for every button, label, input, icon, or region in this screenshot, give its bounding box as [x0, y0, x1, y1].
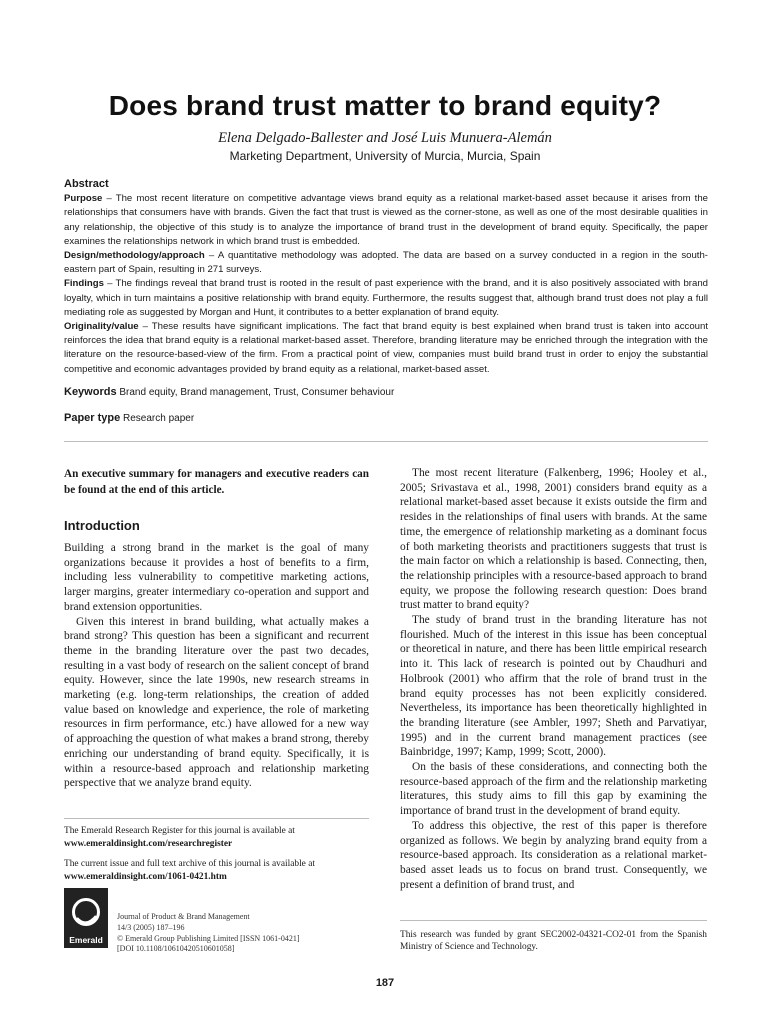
originality-label: Originality/value [64, 321, 139, 333]
abstract-purpose [64, 192, 708, 249]
paper-title: Does brand trust matter to brand equity? [108, 90, 662, 121]
journal-name: Journal of Product & Brand Management [117, 912, 250, 921]
journal-publisher: © Emerald Group Publishing Limited [ISSN 1061-0421] [117, 933, 300, 943]
introduction-heading: Introduction [64, 518, 140, 533]
originality-text: – These results have significant implications. The fact that brand equity is best explained when brand trust is taken into account reinforces the idea that brand equity is a relational market-based asset. Therefore, branding literature may be enriched through the integration with the literature on the resource-based-view of the firm. From a practical point of view, companies must build brand trust in order to enjoy the substantial competitive and economic advantages provided by brand equity as a relational, market-based asset. [64, 321, 708, 375]
paper-affiliation: Marketing Department, University of Murcia, Murcia, Spain [229, 149, 541, 163]
emerald-logo [64, 888, 108, 948]
journal-info [117, 912, 367, 955]
keywords-text: Brand equity, Brand management, Trust, Consumer behaviour [116, 387, 395, 398]
logo-text: Emerald [69, 935, 103, 945]
right-paragraph-4: To address this objective, the rest of this paper is therefore organized as follows. We begin by analyzing brand equity from a resource-based approach. Its consideration as a relational market-based asset leads us to focus on brand trust. Consequently, we present a definition of brand trust, and [400, 819, 707, 891]
left-column [64, 466, 369, 791]
register-text-1: The Emerald Research Register for this journal is available at [64, 826, 295, 836]
paper-type-text: Research paper [120, 413, 195, 424]
purpose-text: – The most recent literature on competitive advantage views brand equity as a relational market-based asset because it arises from the relationships that consumers have with brands. Given the fact that trust is viewed as the corner-stone, as well as one of the most desirable qualities in any relationship, the objective of this study is to analyze the importance of brand trust in the development of brand equity. Specifically, the paper examines the relationships network in which brand trust is embedded. [64, 193, 708, 247]
paper-type-line [64, 412, 708, 424]
journal-doi: [DOI 10.1108/10610420510601058] [117, 944, 235, 954]
register-url-1[interactable]: www.emeraldinsight.com/researchregister [64, 839, 233, 849]
design-label: Design/methodology/approach [64, 250, 205, 262]
register-line-2 [64, 858, 369, 884]
right-paragraph-3: On the basis of these considerations, and connecting both the resource-based approach of the firm and the relationship marketing literatures, this study aims to fill this gap by examining the importance of brand trust in the development of brand equity. [400, 761, 707, 818]
paper-authors: Elena Delgado-Ballester and José Luis Munuera-Alemán [218, 130, 552, 146]
findings-text: – The findings reveal that brand trust is rooted in the result of past experience with the brand, and it is also positively associated with brand loyalty, which in turn maintains a positive relationship with brand equity. Furthermore, the results suggest that, although brand trust does not play a full mediating role as suggested by Morgan and Hunt, it contributes to a better explanation of brand equity. [64, 278, 708, 318]
register-info [64, 825, 369, 891]
emerald-logo-icon [64, 888, 108, 948]
purpose-label: Purpose [64, 193, 103, 205]
abstract-originality [64, 320, 708, 377]
funding-footnote: This research was funded by grant SEC2002-04321-CO2-01 from the Spanish Ministry of Science and Technology. [400, 930, 707, 952]
findings-label: Findings [64, 278, 104, 290]
register-url-2[interactable]: www.emeraldinsight.com/1061-0421.htm [64, 872, 227, 882]
keywords-label: Keywords [64, 386, 117, 398]
design-text: – A quantitative methodology was adopted. The data are based on a survey conducted in a region in the south-eastern part of Spain, resulting in 271 surveys. [64, 250, 708, 276]
abstract-design [64, 249, 708, 277]
right-paragraph-2: The study of brand trust in the branding literature has not flourished. Much of the interest in this issue has been conceptual or theoretical in nature, and there has been little empirical research into it. This lack of research is pointed out by Chaudhuri and Holbrook (2001) who affirm that the role of brand trust in the brand equity processes has not been explicitly considered. Nevertheless, its importance has been theoretically highlighted in the branding literature (see Ambler, 1997; Sheth and Parvatiyar, 1995) and in the current brand management practices (see Bainbridge, 1997; Kamp, 1999; Scott, 2000). [400, 614, 707, 759]
register-text-2: The current issue and full text archive of this journal is available at [64, 859, 315, 869]
page-number: 187 [375, 977, 395, 989]
footnote-divider [400, 920, 707, 921]
abstract-findings [64, 277, 708, 320]
paper-type-label: Paper type [64, 412, 121, 424]
keywords-line [64, 386, 708, 398]
intro-paragraph-1: Building a strong brand in the market is the goal of many organizations because it provides a host of benefits to a firm, including less vulnerability to competitive marketing actions, larger margins, greater intermediary co-operation and support and brand extension opportunities. [64, 542, 369, 613]
section-divider [64, 441, 708, 442]
abstract-section [64, 177, 708, 377]
executive-summary-note: An executive summary for managers and executive readers can be found at the end of this article. [64, 468, 369, 496]
right-column [400, 466, 707, 892]
intro-paragraph-2: Given this interest in brand building, what actually makes a brand strong? This question has been a significant and recurrent theme in the branding literature over the past two decades, resulting in a vast body of research on the salient concept of brand equity. However, since the late 1990s, new research streams in marketing (e.g. long-term relationships, the creation of added value based on knowledge and experience, the role of marketing resources in firm performance, etc.) have allowed for a new way of approaching the question of what makes a brand strong, thereby enriching our understanding of brand equity. Specifically, it is within a resource-based approach and relationship marketing perspective that we analyze brand equity. [64, 615, 369, 790]
journal-volume: 14/3 (2005) 187–196 [117, 922, 185, 932]
abstract-heading: Abstract [64, 178, 109, 190]
register-line-1 [64, 825, 369, 851]
register-divider [64, 818, 369, 819]
right-paragraph-1: The most recent literature (Falkenberg, 1996; Hooley et al., 2005; Srivastava et al., 1998, 2001) considers brand equity as a relational market-based asset because it exists outside the firm and resides in the relationships of final users with brands. At the same time, the emergence of relationship marketing as a dominant focus of both marketing theorists and practitioners suggests that trust is the main factor on which a relationship is based. Connecting, then, the relationship principles with a resource-based approach to brand equity, we propose the following research question: Does brand trust matter to brand equity? [400, 467, 707, 612]
